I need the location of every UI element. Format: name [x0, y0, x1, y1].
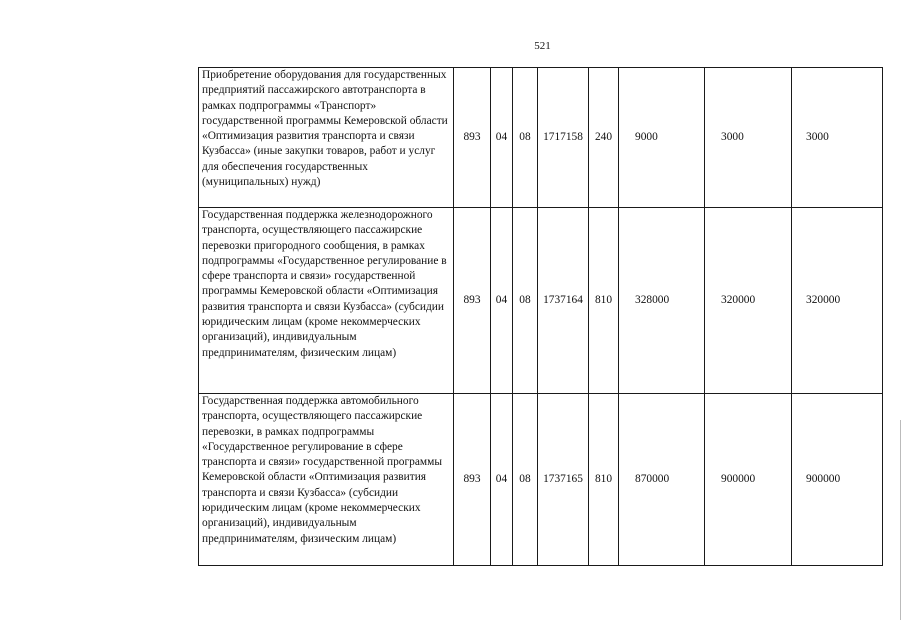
amount-year-2: 900000 [705, 394, 792, 566]
expense-type-code: 810 [589, 208, 619, 394]
subsection-code: 08 [513, 394, 538, 566]
row-description: Государственная поддержка автомобильного транспорта, осуществляющего пассажирские перевозки, в рамках подпрограммы «Государственное регулирование в сфере транспорта и связи» государственной программы Кемеровской области «Оптимизация развития транспорта и связи Кузбасса» (субсидии юридическим лицам (кроме некоммерческих организаций), индивидуальным предпринимателям, физическим лицам) [199, 394, 454, 566]
target-article-code: 1717158 [538, 68, 589, 208]
amount-year-1: 9000 [619, 68, 705, 208]
amount-year-2: 3000 [705, 68, 792, 208]
table-row [199, 208, 883, 394]
page-number: 521 [534, 40, 551, 52]
amount-year-1: 870000 [619, 394, 705, 566]
section-code: 04 [491, 68, 513, 208]
amount-year-3: 3000 [792, 68, 883, 208]
scan-edge-line [900, 420, 901, 620]
amount-year-3: 900000 [792, 394, 883, 566]
section-code: 04 [491, 394, 513, 566]
subsection-code: 08 [513, 68, 538, 208]
ministry-code: 893 [454, 394, 491, 566]
ministry-code: 893 [454, 68, 491, 208]
amount-year-2: 320000 [705, 208, 792, 394]
row-description: Государственная поддержка железнодорожного транспорта, осуществляющего пассажирские перевозки пригородного сообщения, в рамках подпрограммы «Государственное регулирование в сфере транспорта и связи» государственной программы Кемеровской области «Оптимизация развития транспорта и связи Кузбасса» (субсидии юридическим лицам (кроме некоммерческих организаций), индивидуальным предпринимателям, физическим лицам) [199, 208, 454, 394]
subsection-code: 08 [513, 208, 538, 394]
table-row [199, 68, 883, 208]
ministry-code: 893 [454, 208, 491, 394]
expense-type-code: 240 [589, 68, 619, 208]
target-article-code: 1737164 [538, 208, 589, 394]
budget-table [198, 67, 883, 566]
amount-year-1: 328000 [619, 208, 705, 394]
target-article-code: 1737165 [538, 394, 589, 566]
row-description: Приобретение оборудования для государственных предприятий пассажирского автотранспорта в рамках подпрограммы «Транспорт» государственной программы Кемеровской области «Оптимизация развития транспорта и связи Кузбасса» (иные закупки товаров, работ и услуг для обеспечения государственных (муниципальных) нужд) [199, 68, 454, 208]
section-code: 04 [491, 208, 513, 394]
expense-type-code: 810 [589, 394, 619, 566]
table-row [199, 394, 883, 566]
amount-year-3: 320000 [792, 208, 883, 394]
